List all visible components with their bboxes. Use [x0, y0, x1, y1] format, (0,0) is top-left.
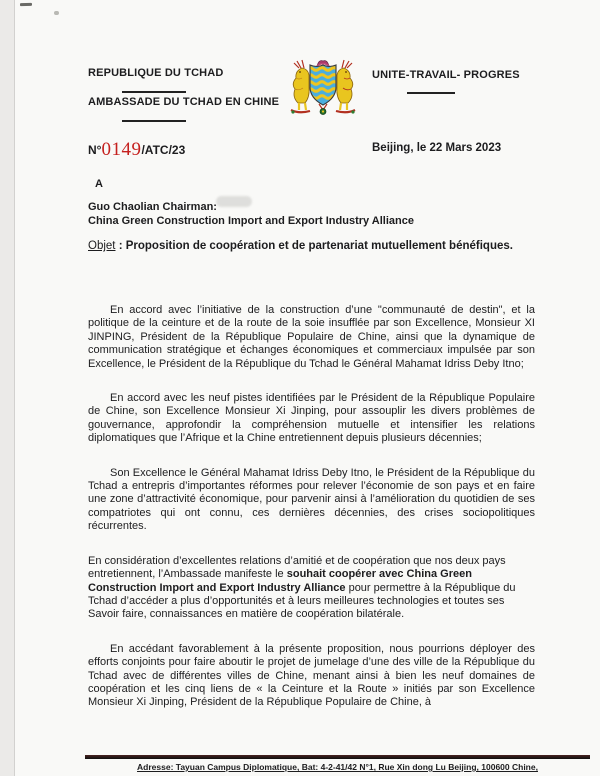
body-paragraph-4-post: pour permettre à la République du Tchad d’accéder a plus d’opportunités et à leurs meilleures technologies et toutes ses Savoir faire, connaissances en matière de coopération bilatérale.	[88, 581, 516, 621]
footer-rule	[85, 755, 590, 759]
addressee-block	[88, 200, 414, 228]
letter-date: Beijing, le 22 Mars 2023	[372, 142, 502, 154]
header-country-underline	[122, 91, 186, 93]
addressee-to-letter: A	[95, 178, 103, 190]
reference-suffix: /ATC/23	[141, 143, 186, 157]
subject-label: Objet	[88, 240, 116, 252]
body-paragraph-4	[88, 555, 535, 622]
scan-page-edge	[0, 0, 15, 776]
header-motto-underline	[407, 92, 455, 94]
goat-supporter	[291, 60, 310, 114]
addressee-organization: China Green Construction Import and Export Industry Alliance	[88, 215, 414, 227]
subject-line	[88, 239, 550, 254]
reference-prefix: N°	[88, 143, 102, 157]
lion-supporter	[336, 60, 355, 114]
body-paragraph-4-pre: En considération d’excellentes relations d’amitié et de coopération que nos deux pays entretiennent, l’Ambassade manifeste le	[88, 554, 506, 581]
scan-artifact-mark	[20, 3, 32, 6]
letter-body	[88, 304, 535, 731]
header-institution: AMBASSADE DU TCHAD EN CHINE	[88, 96, 280, 108]
reference-number	[88, 139, 185, 161]
body-paragraph-5: En accédant favorablement à la présente proposition, nous pourrions déployer des efforts conjoints pour faire aboutir le projet de jumelage d’une des ville de la République du Tchad avec de différentes villes de Chine, menant ainsi à bien les neuf domaines de coopération et les cinq liens de « la Ceinture et la Route » initiés par son Excellence Monsieur Xi Jinping, Président de la République Populaire de Chine, à	[88, 642, 535, 709]
body-paragraph-3: Son Excellence le Général Mahamat Idriss Deby Itno, le Président de la République du Tchad a entrepris d’importantes réformes pour relever l’économie de son pays et en faire une zone d’attractivité économique, pour parvenir ainsi à l’amélioration du quotidien de ses compatriotes qui ont connu, ces dernières décennies, des crises sociopolitiques récurrentes.	[88, 466, 535, 533]
header-motto: UNITE-TRAVAIL- PROGRES	[372, 69, 520, 81]
body-paragraph-1: En accord avec l’initiative de la construction d’une "communauté de destin", et la politique de la ceinture et de la route de la soie insufflée par son Excellence, Monsieur XI JINPING, Président de la République Populaire de Chine, ainsi que la dynamique de communication stratégique et échanges économiques et commerciaux impulsée par son Excellence, le Président de la République du Tchad le Général Mahamat Idriss Deby Itno;	[88, 304, 535, 370]
subject-text: Proposition de coopération et de partenariat mutuellement bénéfiques.	[125, 240, 513, 252]
header-country: REPUBLIQUE DU TCHAD	[88, 67, 224, 79]
addressee-name: Guo Chaolian Chairman:	[88, 201, 217, 213]
footer-address: Adresse: Tayuan Campus Diplomatique, Bat: 4-2-41/42 N°1, Rue Xin dong Lu Beijing, 100600 Chine,	[137, 762, 538, 772]
body-paragraph-4-bold: souhait coopérer avec China Green Construction Import and Export Industry Alliance	[88, 568, 472, 594]
chad-coat-of-arms-icon	[286, 57, 360, 117]
reference-stamped-number: 0149	[101, 139, 142, 160]
scan-artifact-speck	[54, 11, 59, 15]
body-paragraph-2: En accord avec les neuf pistes identifiées par le Président de la République Populaire de Chine, son Excellence Monsieur Xi Jinping, pour assouplir les divers problèmes de gouvernance, approfondir la compréhension mutuelle et intensifier les relations diplomatiques que l’Afrique et la Chine entretiennent depuis plusieurs décennies;	[88, 392, 535, 445]
header-institution-underline	[122, 120, 186, 122]
subject-separator: :	[115, 240, 126, 252]
